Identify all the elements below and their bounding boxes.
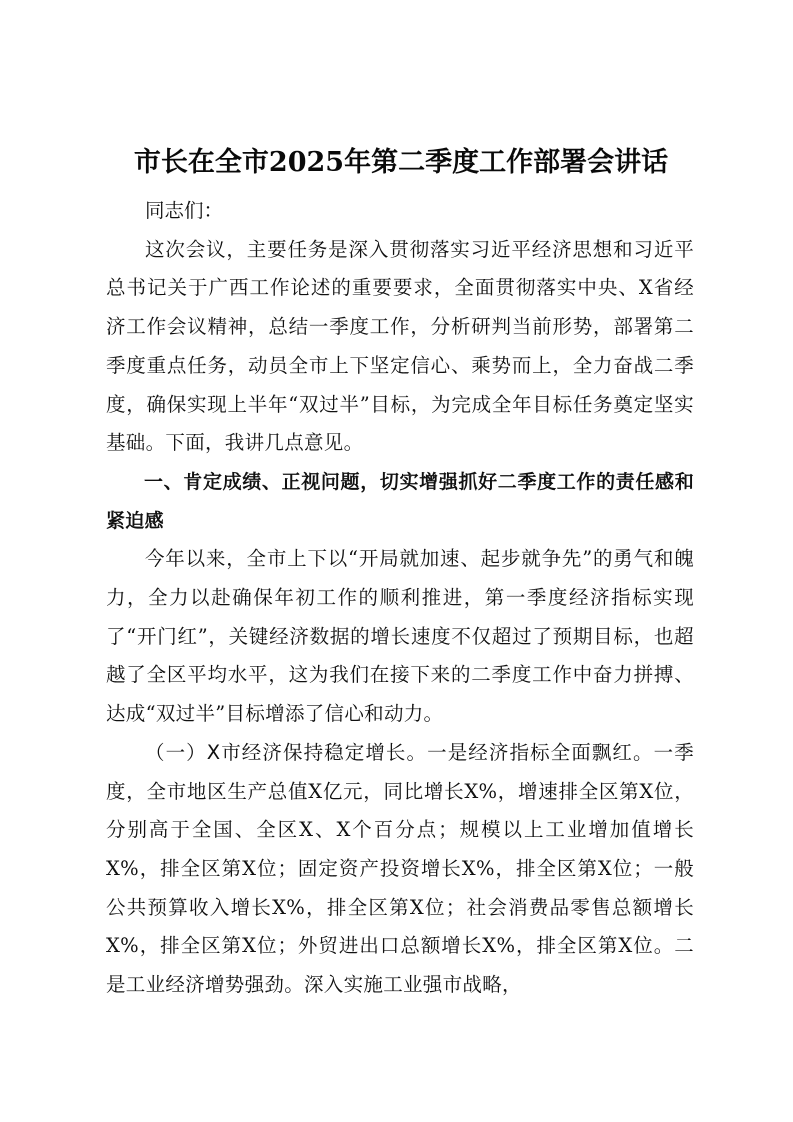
document-body xyxy=(106,140,694,1005)
subsection-1-paragraph xyxy=(106,734,694,1005)
subsection-heading-1: （一）X市经济保持稳定增长。 xyxy=(145,740,428,764)
section-1-paragraph: 今年以来，全市上下以“开局就加速、起步就争先”的勇气和魄力，全力以赴确保年初工作的顺利推进，第一季度经济指标实现了“开门红”，关键经济数据的增长速度不仅超过了预期目标，也超越了全区平均水平，这为我们在接下来的二季度工作中奋力拼搏、达成“双过半”目标增添了信心和动力。 xyxy=(106,547,694,726)
section-heading-1: 一、肯定成绩、正视问题，切实增强抓好二季度工作的责任感和紧迫感 xyxy=(106,470,694,532)
intro-paragraph: 这次会议，主要任务是深入贯彻落实习近平经济思想和习近平总书记关于广西工作论述的重要要求，全面贯彻落实中央、X省经济工作会议精神，总结一季度工作，分析研判当前形势，部署第二季度重点任务，动员全市上下坚定信心、乘势而上，全力奋战二季度，确保实现上半年“双过半”目标，为完成全年目标任务奠定坚实基础。下面，我讲几点意见。 xyxy=(106,237,694,455)
document-title: 市长在全市2025年第二季度工作部署会讲话 xyxy=(133,147,669,178)
subsection-1-body: 一是经济指标全面飘红。一季度，全市地区生产总值X亿元，同比增长X%，增速排全区第X位，分别高于全国、全区X、X个百分点；规模以上工业增加值增长X%，排全区第X位；固定资产投资增长X%，排全区第X位；一般公共预算收入增长X%，排全区第X位；社会消费品零售总额增长X%，排全区第X位；外贸进出口总额增长X%，排全区第X位。二是工业经济增势强劲。深入实施工业强市战略， xyxy=(106,740,695,997)
salutation: 同志们： xyxy=(145,199,224,222)
